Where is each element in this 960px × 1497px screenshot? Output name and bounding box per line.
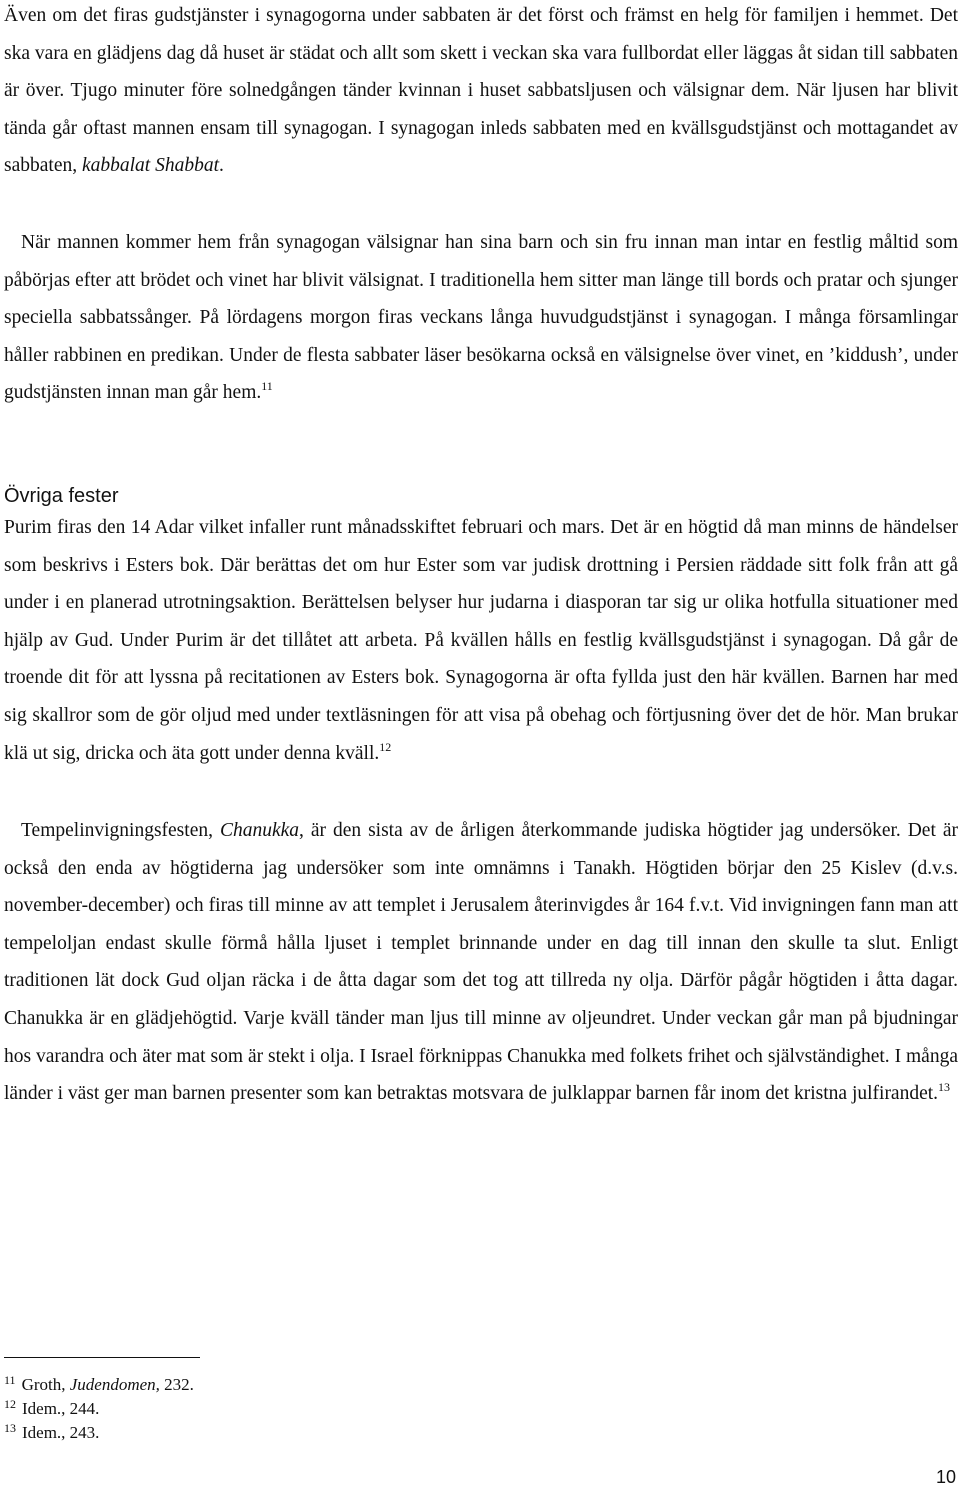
paragraph-purim <box>4 509 958 772</box>
footnote-number: 13 <box>4 1421 16 1435</box>
section-heading: Övriga fester <box>4 485 119 507</box>
footnote-author: Idem., 243. <box>22 1423 100 1442</box>
footnote-ref-13[interactable]: 13 <box>938 1080 951 1095</box>
footnote-title: Judendomen, <box>69 1375 160 1394</box>
paragraph-sabbat-meal <box>4 224 958 412</box>
footnote-12 <box>4 1397 194 1421</box>
paragraph-text: , är den sista av de årligen återkommande judiska högtider jag undersöker. Det är också den enda av högtiderna jag undersöker som inte omnämns i Tanakh. Högtiden börjar den 25 Kislev (d.v.s. november-december) och firas till minne av att templet i Jerusalem återinvigdes år 164 f.v.t. Vid invigningen fann man att tempeloljan endast skulle förmå hålla ljuset i templet brinnande under en dag till innan den skulle ta slut. Enligt traditionen lät dock Gud oljan räcka i de åtta dagar som det tog att tillreda ny olja. Därför pågår högtiden i åtta dagar. Chanukka är en glädjehögtid. Varje kväll tänder man ljus till minne av oljeundret. Under veckan går man på bjudningar hos varandra och äter mat som är stekt i olja. I Israel förknippas Chanukka med folkets frihet och självständighet. I många länder i väst ger man barnen presenter som kan betraktas motsvara de julklappar barnen får inom det kristna julfirandet. <box>4 820 958 1105</box>
page-number: 10 <box>935 1467 956 1487</box>
footnote-13 <box>4 1421 194 1445</box>
footnote-ref-11[interactable]: 11 <box>261 379 273 394</box>
footnote-divider <box>4 1357 200 1358</box>
footnotes <box>4 1373 194 1445</box>
footnote-author: Idem., 244. <box>22 1399 100 1418</box>
paragraph-text: Även om det firas gudstjänster i synagogorna under sabbaten är det först och främst en helg för familjen i hemmet. Det ska vara en glädjens dag då huset är städat och allt som skett i veckan ska vara fullbordat eller läggas åt sidan till sabbaten är över. Tjugo minuter före solnedgången tänder kvinnan i huset sabbatsljusen och välsignar dem. När ljusen har blivit tända går oftast mannen ensam till synagogan. I synagogan inleds sabbaten med en kvällsgudstjänst och mottagandet av sabbaten, <box>4 5 958 177</box>
paragraph-chanukka <box>4 812 958 1113</box>
footnote-number: 12 <box>4 1397 16 1411</box>
footnote-number: 11 <box>4 1373 16 1387</box>
paragraph-sabbat-home <box>4 0 958 185</box>
italic-term: kabbalat Shabbat <box>81 155 220 177</box>
paragraph-text: När mannen kommer hem från synagogan välsignar han sina barn och sin fru innan man intar en festlig måltid som påbörjas efter att brödet och vinet har blivit välsignat. I traditionella hem sitter man länge till bords och pratar och sjunger speciella sabbatssånger. På lördagens morgon firas veckans långa huvudgudstjänst i synagogan. I många församlingar håller rabbinen en predikan. Under de flesta sabbater läser besökarna också en välsignelse över vinet, en ’kiddush’, under gudstjänsten innan man går hem. <box>4 232 958 404</box>
footnote-ref-12[interactable]: 12 <box>379 739 392 754</box>
footnote-author: Groth, <box>21 1375 70 1394</box>
italic-term: Chanukka <box>219 820 300 841</box>
paragraph-text: Purim firas den 14 Adar vilket infaller runt månadsskiftet februari och mars. Det är en högtid då man minns de händelser som beskrivs i Esters bok. Där berättas det om hur Ester som var judisk drottning i Persien räddade sitt folk från att gå under i en planerad utrotningsaktion. Berättelsen belyser hur judarna i diasporan tar sig ur olika hotfulla situationer med hjälp av Gud. Under Purim är det tillåtet att arbeta. På kvällen hålls en festlig kvällsgudstjänst i synagogan. Då går de troende dit för att lyssna på recitationen av Esters bok. Synagogorna är ofta fyllda just den här kvällen. Barnen har med sig skallror som de gör oljud med under textläsningen för att visa på obehag och förtjusning över det de hör. Man brukar klä ut sig, dricka och äta gott under denna kväll. <box>4 517 958 764</box>
footnote-11 <box>4 1373 194 1397</box>
paragraph-start: Tempelinvigningsfesten, <box>21 820 220 841</box>
paragraph-end: . <box>219 155 224 177</box>
footnote-rest: 232. <box>159 1375 194 1394</box>
